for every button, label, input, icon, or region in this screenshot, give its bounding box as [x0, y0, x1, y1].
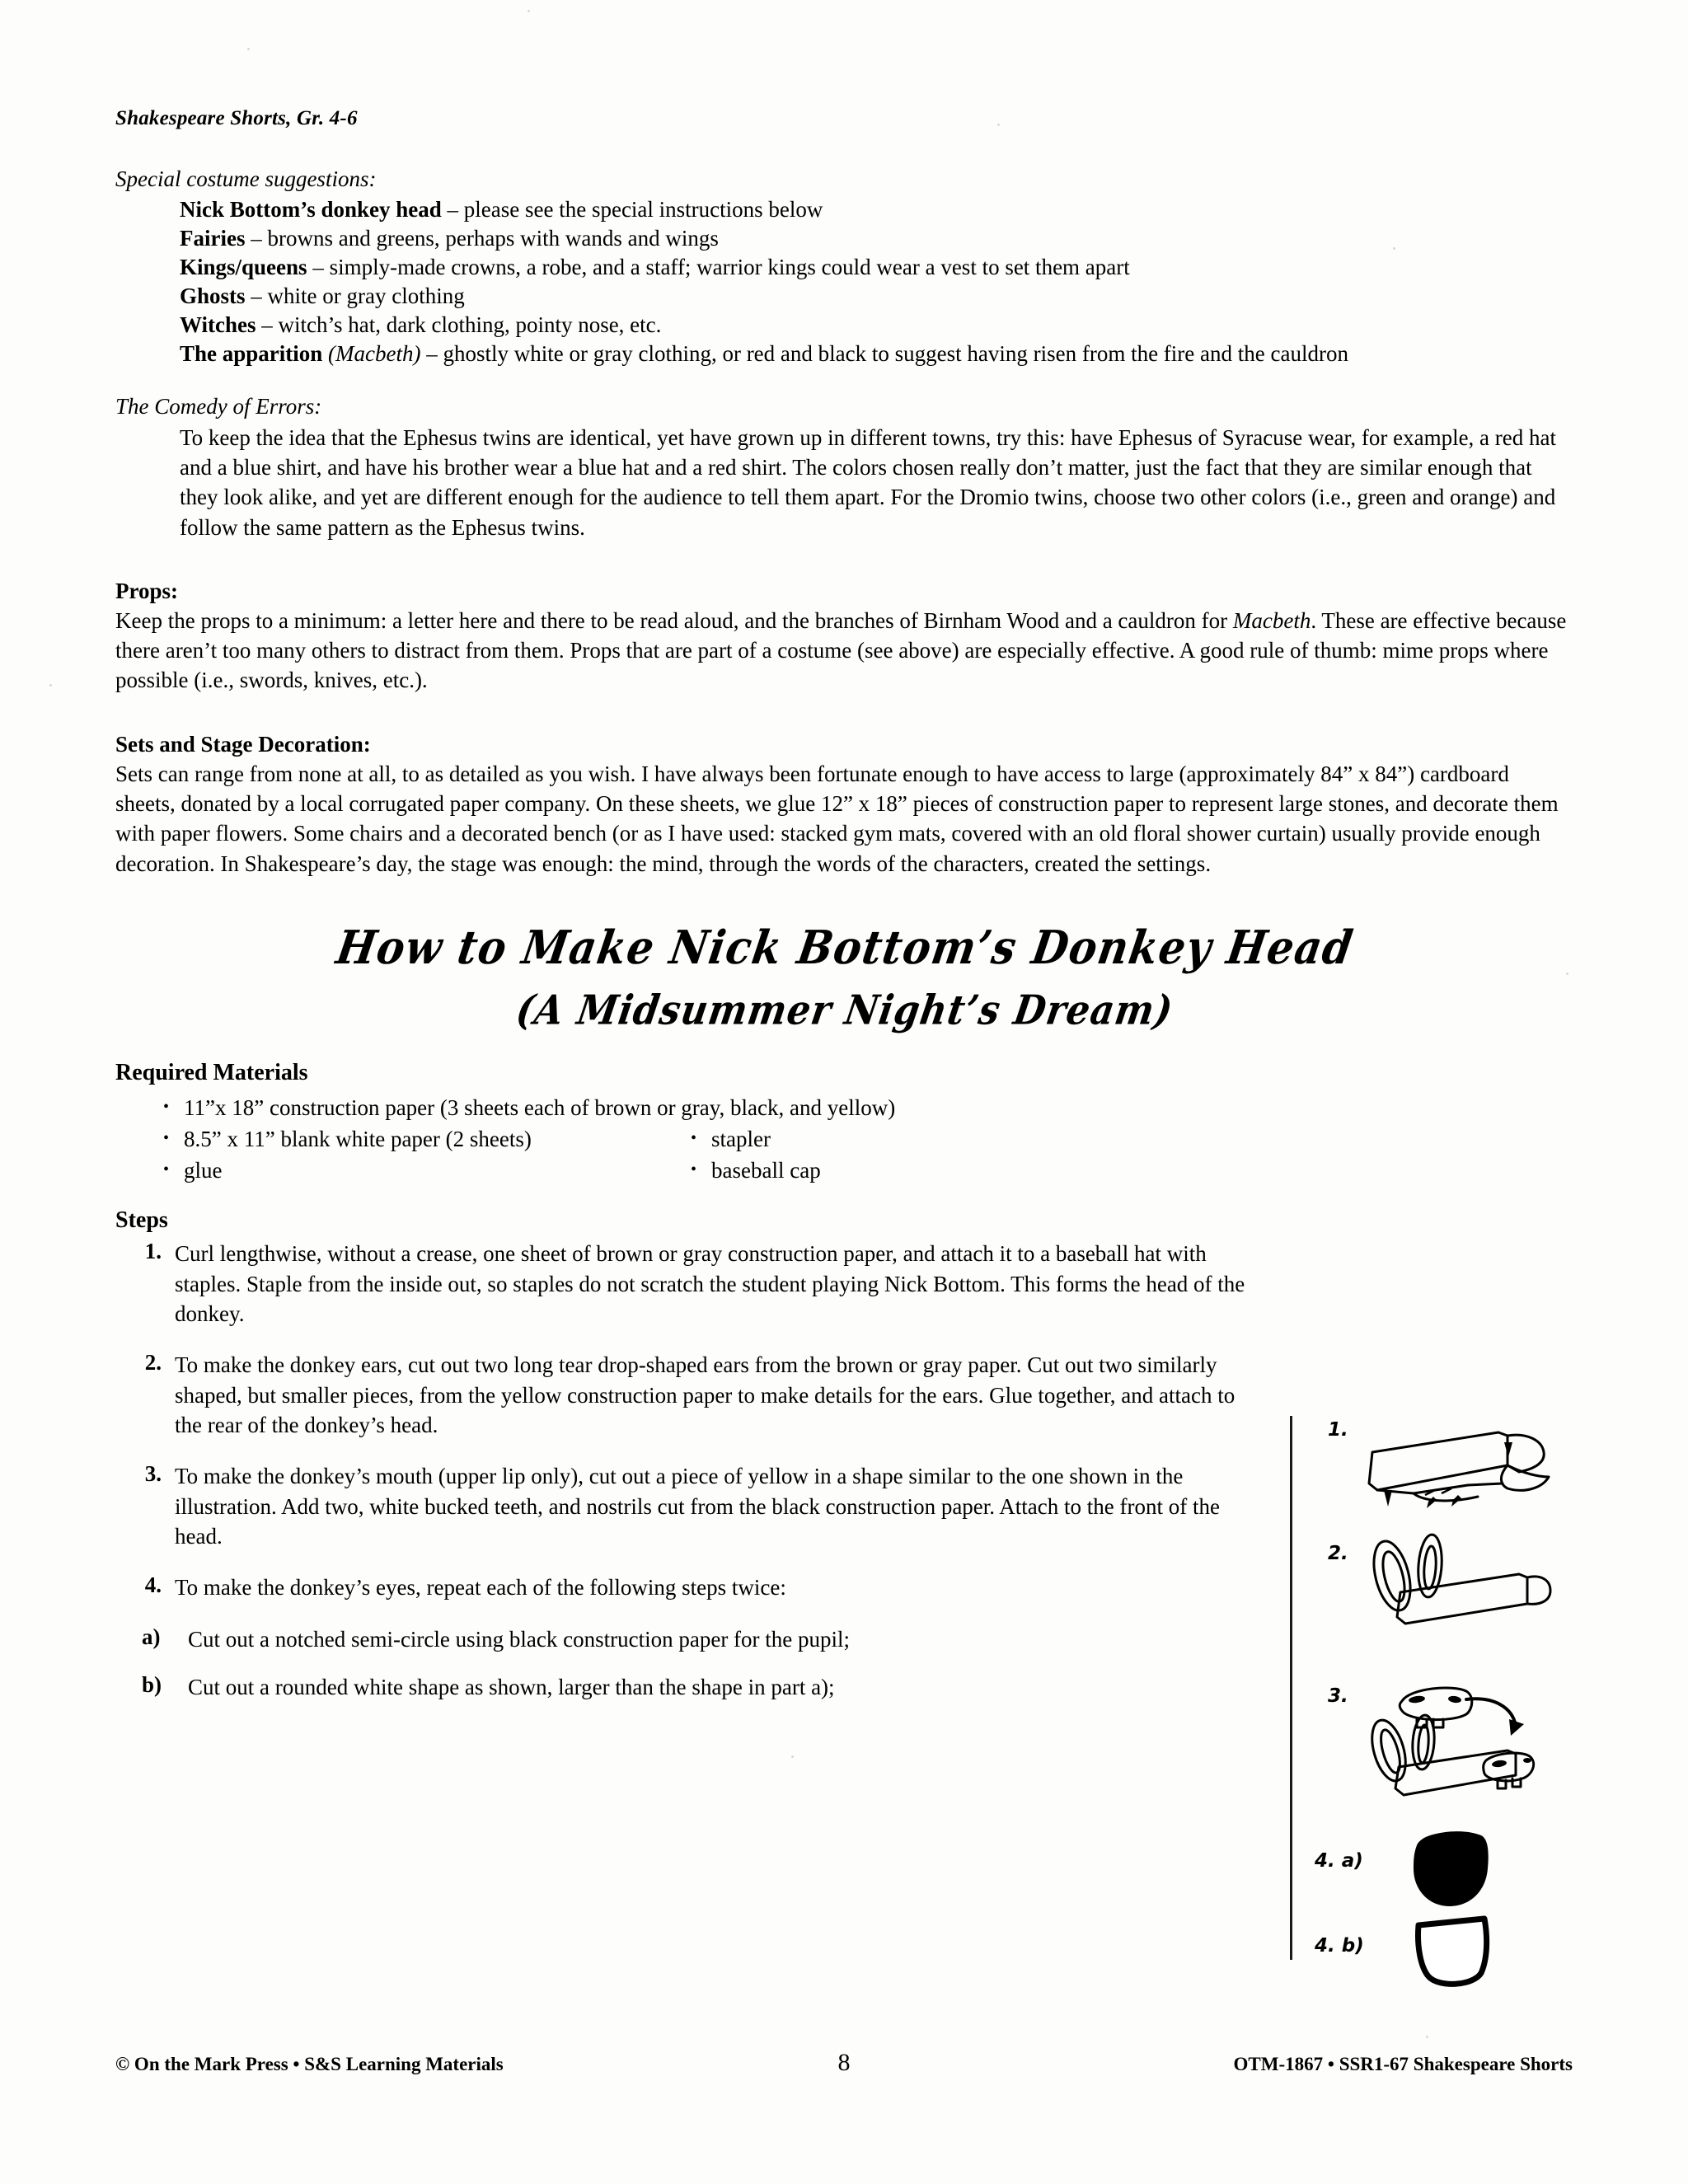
material-item — [691, 1124, 1037, 1155]
costume-desc: – simply-made crowns, a robe, and a staff; warrior kings could wear a vest to set them apart — [307, 255, 1130, 280]
material-label: glue — [184, 1157, 223, 1183]
costume-term: Nick Bottom’s donkey head — [180, 197, 442, 222]
step-number: 1. — [144, 1239, 162, 1264]
step-text: To make the donkey’s mouth (upper lip only), cut out a piece of yellow in a shape similar to the one shown in the illustration. Add two, white bucked teeth, and nostrils cut from the black construction paper. Attach to the front of the head. — [175, 1464, 1220, 1549]
costume-desc: – ghostly white or gray clothing, or red and black to suggest having risen from the fire and the cauldron — [420, 341, 1348, 367]
display-title-line-2: (A Midsummer Night’s Dream) — [513, 987, 1177, 1035]
substep-number: a) — [142, 1624, 161, 1649]
page-footer — [115, 2049, 1573, 2077]
costume-desc: – white or gray clothing — [245, 284, 465, 309]
scan-speckle — [791, 1755, 794, 1758]
scan-speckle — [528, 10, 530, 12]
illustration-column — [1290, 1401, 1570, 1970]
costume-list — [180, 195, 1574, 369]
step-text: Curl lengthwise, without a crease, one sheet of brown or gray construction paper, and attach it to a baseball hat with staples. Staple from the inside out, so staples do not scratch the student playing Nick Bottom. This forms the head of the donkey. — [175, 1241, 1245, 1327]
costume-term: Witches — [180, 312, 256, 338]
costume-term: Kings/queens — [180, 255, 307, 280]
display-title — [115, 920, 1574, 1035]
costume-item — [180, 253, 1574, 282]
materials-row — [163, 1155, 1574, 1187]
props-body-part2: . These are effective because there aren’t too many others to distract from them. Props that are part of a costume (see above) are especially effective. A good rule of thumb: mime props where possible (i.e., swords, knives, etc.). — [115, 607, 1567, 693]
step-number: 3. — [144, 1461, 162, 1487]
bullet-icon: • — [163, 1098, 170, 1116]
comedy-section-heading: The Comedy of Errors: — [115, 393, 322, 419]
substep-number: b) — [142, 1671, 162, 1697]
material-item — [163, 1093, 1358, 1124]
material-item — [163, 1155, 691, 1187]
costume-desc: – please see the special instructions below — [441, 197, 823, 222]
display-title-line-1: How to Make Nick Bottom’s Donkey Head — [332, 920, 1357, 975]
comedy-section-body: To keep the idea that the Ephesus twins are identical, yet have grown up in different towns, try this: have Ephesus of Syracuse wear, for example, a red hat and a blue shirt, and have his brother wear a blue hat and a red shirt. The colors chosen really don’t matter, just the fact that they are similar enough that they look alike, and yet are different enough for the audience to tell them apart. For the Dromio twins, choose two other colors (i.e., green and orange) and follow the same pattern as the Ephesus twins. — [180, 424, 1557, 540]
footer-copyright: © On the Mark Press • S&S Learning Materials — [115, 2054, 504, 2074]
figure-3-muzzle-attach — [1362, 1681, 1552, 1817]
substep-text: Cut out a notched semi-circle using black construction paper for the pupil; — [188, 1626, 851, 1652]
figure-label-1: 1. — [1328, 1419, 1348, 1441]
running-head: Shakespeare Shorts, Gr. 4-6 — [115, 107, 358, 129]
costume-term-italic: (Macbeth) — [328, 341, 421, 367]
costume-item — [180, 282, 1574, 311]
step-number: 4. — [144, 1572, 162, 1598]
steps-heading: Steps — [115, 1207, 168, 1234]
sets-body: Sets can range from none at all, to as detailed as you wish. I have always been fortunate enough to have access to large (approximately 84” x 84”) cardboard sheets, donated by a local corrugated paper company. On these sheets, we glue 12” x 18” pieces of construction paper to represent large stones, and decorate them with paper flowers. Some chairs and a decorated bench (or as I have used: stacked gym mats, covered with an old floral shower curtain) usually provide enough decoration. In Shakespeare’s day, the stage was enough: the mind, through the words of the characters, created the settings. — [115, 761, 1559, 876]
vertical-rule — [1290, 1416, 1292, 1960]
figure-label-3: 3. — [1328, 1685, 1348, 1707]
costume-item — [180, 340, 1574, 368]
figure-label-2: 2. — [1328, 1543, 1348, 1564]
footer-page-number: 8 — [837, 2049, 851, 2076]
costume-desc: – browns and greens, perhaps with wands and wings — [245, 226, 719, 251]
costume-desc: – witch’s hat, dark clothing, pointy nose, etc. — [256, 312, 662, 338]
costume-item — [180, 311, 1574, 340]
figure-label-4a: 4. a) — [1315, 1850, 1363, 1872]
bullet-icon: • — [163, 1160, 170, 1179]
figure-4b-eye-white-shape — [1405, 1912, 1496, 1990]
props-body-italic: Macbeth — [1232, 607, 1311, 633]
costume-term: Ghosts — [180, 284, 246, 309]
figure-label-4b: 4. b) — [1315, 1935, 1364, 1957]
footer-product-code: OTM-1867 • SSR1-67 Shakespeare Shorts — [1233, 2054, 1573, 2074]
props-body-part1: Keep the props to a minimum: a letter here and there to be read aloud, and the branches of Birnham Wood and a cauldron for — [115, 607, 1233, 633]
scan-speckle — [1426, 2036, 1428, 2038]
substep-text: Cut out a rounded white shape as shown, larger than the shape in part a); — [188, 1674, 835, 1699]
figure-1-rolled-paper-cap — [1362, 1426, 1552, 1525]
costume-item — [180, 195, 1574, 224]
bullet-icon: • — [691, 1128, 697, 1147]
figure-4a-pupil-shape — [1405, 1825, 1496, 1916]
costume-term: The apparition — [180, 341, 323, 367]
sets-heading: Sets and Stage Decoration: — [115, 731, 371, 757]
step-text: To make the donkey ears, cut out two long tear drop-shaped ears from the brown or gray paper. Cut out two similarly shaped, but smaller pieces, from the yellow construction paper to make details for the ears. Glue together, and attach to the rear of the donkey’s head. — [175, 1352, 1236, 1437]
costume-item — [180, 224, 1574, 253]
scan-speckle — [247, 48, 250, 50]
step-text: To make the donkey’s eyes, repeat each of the following steps twice: — [175, 1575, 786, 1601]
figure-2-ears-on-tube — [1362, 1533, 1552, 1636]
materials-list — [163, 1093, 1574, 1186]
material-label: 8.5” x 11” blank white paper (2 sheets) — [184, 1126, 532, 1151]
bullet-icon: • — [163, 1128, 170, 1147]
props-body — [115, 606, 1574, 696]
step-item — [115, 1239, 1574, 1329]
materials-row — [163, 1124, 1574, 1155]
material-label: 11”x 18” construction paper (3 sheets each of brown or gray, black, and yellow) — [184, 1095, 896, 1120]
material-label: baseball cap — [711, 1157, 821, 1183]
material-item — [163, 1124, 691, 1155]
costume-term: Fairies — [180, 226, 246, 251]
step-number: 2. — [144, 1350, 162, 1376]
materials-heading: Required Materials — [115, 1060, 308, 1085]
material-item — [691, 1155, 1037, 1187]
costume-section-heading: Special costume suggestions: — [115, 166, 377, 191]
scan-speckle — [49, 684, 52, 687]
material-label: stapler — [711, 1126, 771, 1151]
materials-row — [163, 1093, 1574, 1124]
props-heading: Props: — [115, 578, 179, 603]
bullet-icon: • — [691, 1160, 697, 1179]
